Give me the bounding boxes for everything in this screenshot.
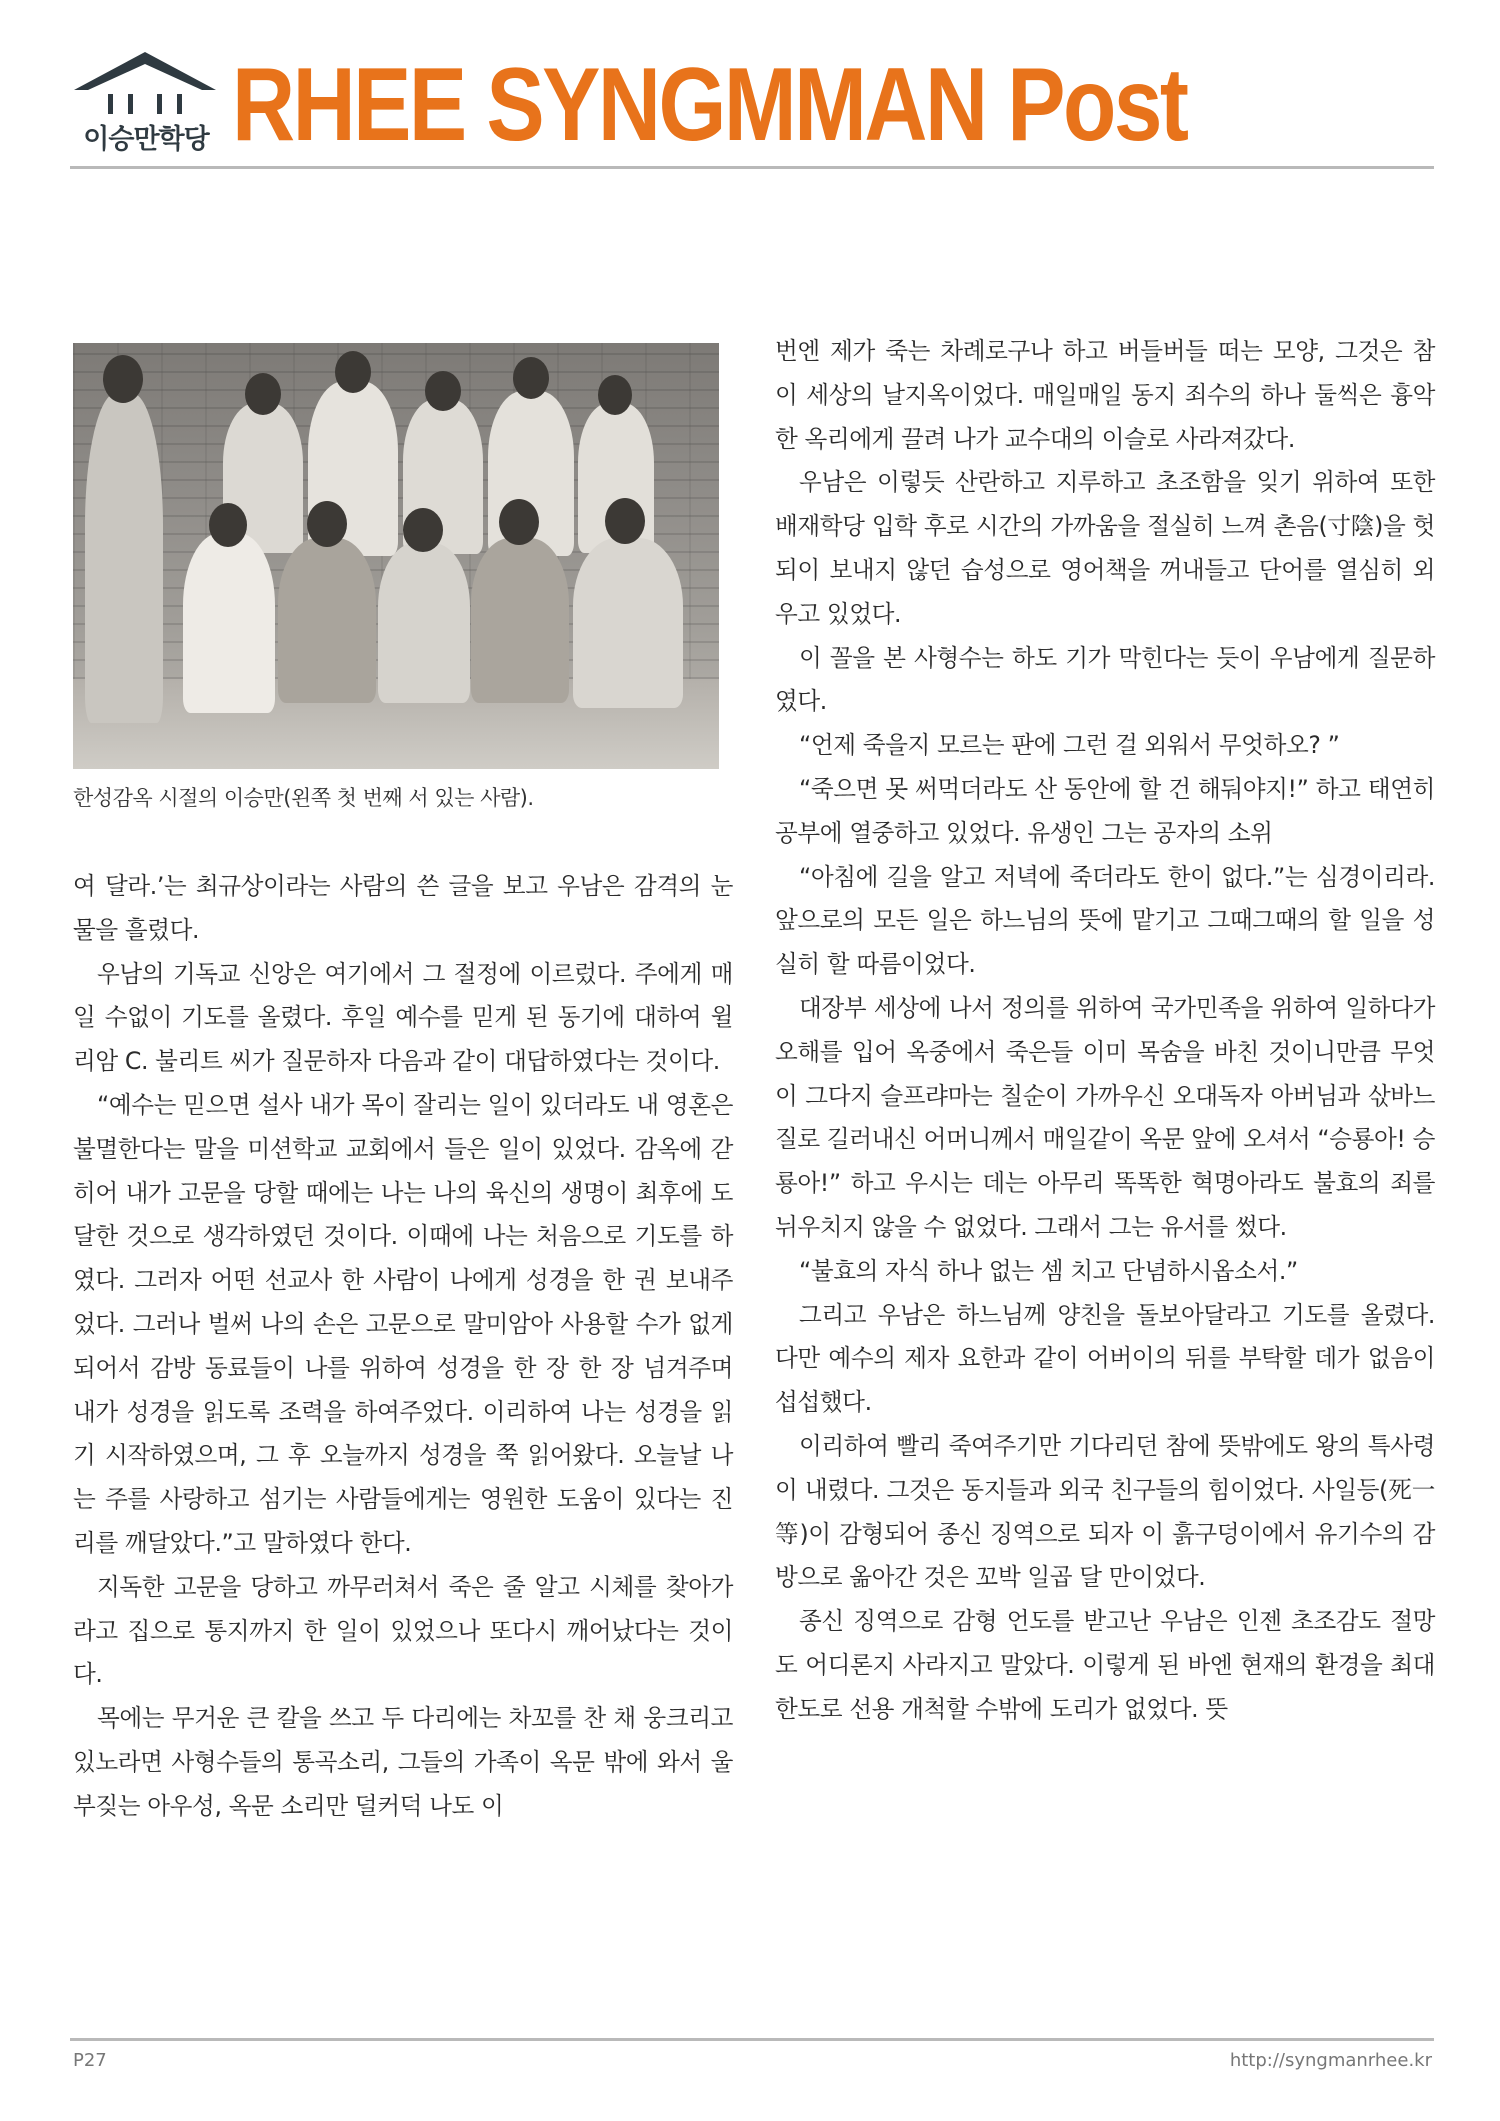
school-logo-icon: [70, 50, 220, 156]
paragraph: “예수는 믿으면 설사 내가 목이 잘리는 일이 있더라도 내 영혼은 불멸한다는 말을 미션학교 교회에서 들은 일이 있었다. 감옥에 갇히어 내가 고문을 당할 때에는 나는 나의 육신의 생명이 최후에 도달한 것으로 생각하였던 것이다. 이때에 나는 처음으로 기도를 하였다. 그러자 어떤 선교사 한 사람이 나에게 성경을 한 권 보내주었다. 그러나 벌써 나의 손은 고문으로 말미암아 사용할 수가 없게 되어서 감방 동료들이 나를 위하여 성경을 한 장 한 장 넘겨주며 내가 성경을 읽도록 조력을 하여주었다. 이리하여 나는 성경을 읽기 시작하였으며, 그 후 오늘까지 성경을 쭉 읽어왔다. 오늘날 나는 주를 사랑하고 섬기는 사람들에게는 영원한 도움이 있다는 진리를 깨달았다.”고 말하였다 한다.: [73, 1090, 733, 1557]
paragraph: 우남의 기독교 신앙은 여기에서 그 절정에 이르렀다. 주에게 매일 수없이 기도를 올렸다. 후일 예수를 믿게 된 동기에 대하여 윌리암 C. 불리트 씨가 질문하자 다음과 같이 대답하였다는 것이다.: [73, 959, 733, 1076]
photo-caption: 한성감옥 시절의 이승만(왼쪽 첫 번째 서 있는 사람).: [73, 786, 534, 810]
website-url: http://syngmanrhee.kr: [1229, 2050, 1432, 2071]
header-divider: [70, 166, 1434, 169]
masthead: [70, 47, 1450, 168]
page-title: RHEE SYNGMMAN Post: [232, 47, 1187, 163]
left-column: [73, 865, 733, 1829]
paragraph: “죽으면 못 써먹더라도 산 동안에 할 건 해둬야지!” 하고 태연히 공부에 열중하고 있었다. 유생인 그는 공자의 소위: [775, 774, 1435, 847]
right-column: [775, 330, 1435, 1732]
paragraph: 번엔 제가 죽는 차례로구나 하고 버들버들 떠는 모양, 그것은 참 이 세상의 날지옥이었다. 매일매일 동지 죄수의 하나 둘씩은 흉악한 옥리에게 끌려 나가 교수대의 이슬로 사라져갔다.: [775, 337, 1435, 453]
paragraph: “불효의 자식 하나 없는 셈 치고 단념하시옵소서.”: [799, 1256, 1298, 1285]
paragraph: 목에는 무거운 큰 칼을 쓰고 두 다리에는 차꼬를 찬 채 웅크리고 있노라면 사형수들의 통곡소리, 그들의 가족이 옥문 밖에 와서 울부짖는 아우성, 옥문 소리만 덜커덕 나도 이: [73, 1704, 733, 1820]
paragraph: 종신 징역으로 감형 언도를 받고난 우남은 인젠 초조감도 절망도 어디론지 사라지고 말았다. 이렇게 된 바엔 현재의 환경을 최대한도로 선용 개척할 수밖에 도리가 없었다. 뜻: [775, 1607, 1435, 1723]
paragraph: 대장부 세상에 나서 정의를 위하여 국가민족을 위하여 일하다가 오해를 입어 옥중에서 죽은들 이미 목숨을 바친 것이니만큼 무엇이 그다지 슬프랴마는 칠순이 가까우신 오대독자 아버님과 삯바느질로 길러내신 어머니께서 매일같이 옥문 앞에 오셔서 “승룡아! 승룡아!” 하고 우시는 데는 아무리 똑똑한 혁명아라도 불효의 죄를 뉘우치지 않을 수 없었다. 그래서 그는 유서를 썼다.: [775, 993, 1435, 1241]
paragraph: 이리하여 빨리 죽여주기만 기다리던 참에 뜻밖에도 왕의 특사령이 내렸다. 그것은 동지들과 외국 친구들의 힘이었다. 사일등(死一等)이 감형되어 종신 징역으로 되자 이 흙구덩이에서 유기수의 감방으로 옮아간 것은 꼬박 일곱 달 만이었다.: [775, 1431, 1435, 1592]
paragraph: 우남은 이렇듯 산란하고 지루하고 초조함을 잊기 위하여 또한 배재학당 입학 후로 시간의 가까움을 절실히 느껴 촌음(寸陰)을 헛되이 보내지 않던 습성으로 영어책을 꺼내들고 단어를 열심히 외우고 있었다.: [775, 468, 1435, 628]
logo-text: 이승만학당: [83, 124, 209, 155]
paragraph: 그리고 우남은 하느님께 양친을 돌보아달라고 기도를 올렸다. 다만 예수의 제자 요한과 같이 어버이의 뒤를 부탁할 데가 없음이 섭섭했다.: [775, 1300, 1435, 1417]
paragraph: “아침에 길을 알고 저녁에 죽더라도 한이 없다.”는 심경이리라. 앞으로의 모든 일은 하느님의 뜻에 맡기고 그때그때의 할 일을 성실히 할 따름이었다.: [775, 862, 1435, 979]
page-number: P27: [73, 2050, 107, 2071]
paragraph: 지독한 고문을 당하고 까무러쳐서 죽은 줄 알고 시체를 찾아가라고 집으로 통지까지 한 일이 있었으나 또다시 깨어났다는 것이다.: [73, 1572, 733, 1689]
paragraph: 여 달라.’는 최규상이라는 사람의 쓴 글을 보고 우남은 감격의 눈물을 흘렸다.: [73, 872, 733, 944]
historical-group-photo: [73, 343, 719, 769]
footer-divider: [70, 2038, 1434, 2041]
paragraph: “언제 죽을지 모르는 판에 그런 걸 외워서 무엇하오? ”: [799, 731, 1340, 760]
paragraph: 이 꼴을 본 사형수는 하도 기가 막힌다는 듯이 우남에게 질문하였다.: [775, 643, 1435, 716]
